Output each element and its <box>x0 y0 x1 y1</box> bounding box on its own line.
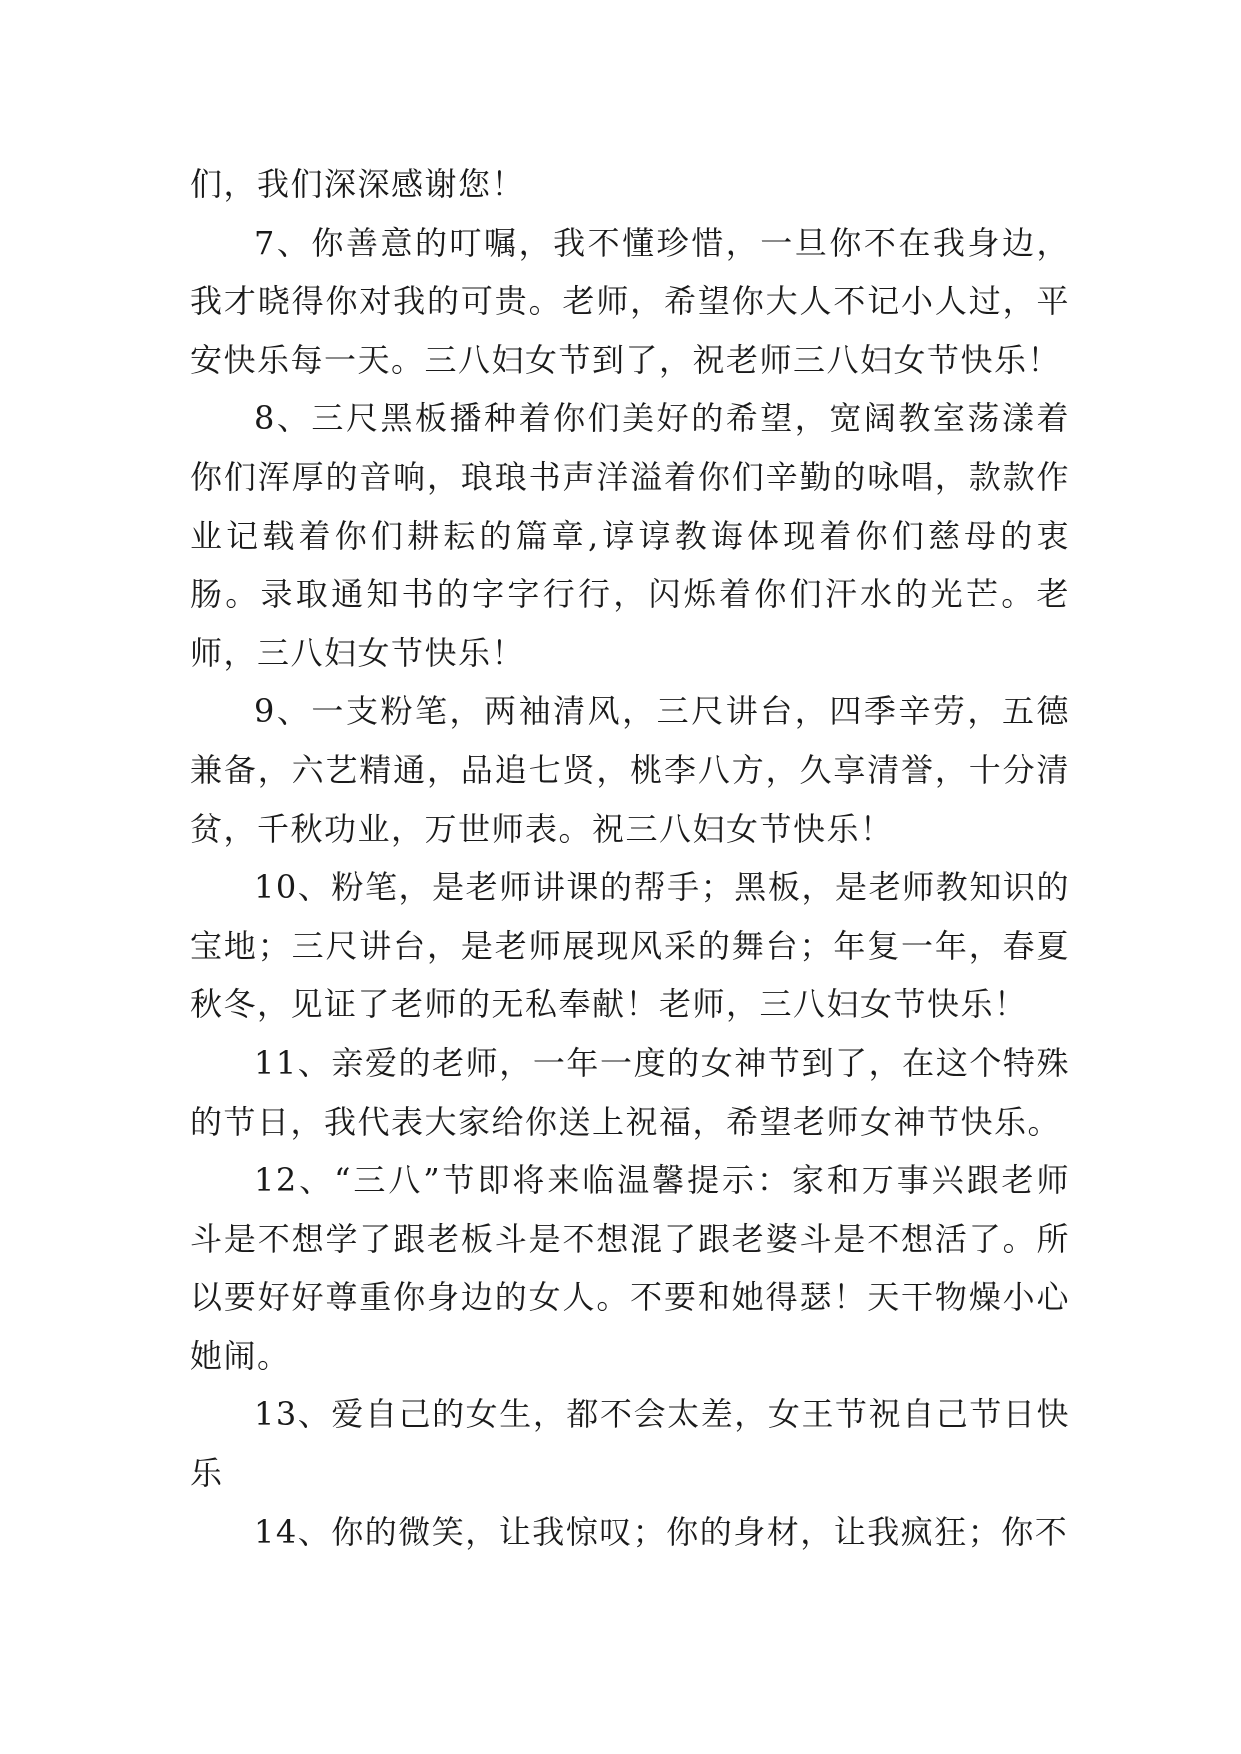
paragraph-item-11: 11、亲爱的老师，一年一度的女神节到了，在这个特殊的节日，我代表大家给你送上祝福，希望老师女神节快乐。 <box>190 1043 1070 1141</box>
paragraph-item-8: 8、三尺黑板播种着你们美好的希望，宽阔教室荡漾着你们浑厚的音响，琅琅书声洋溢着你们辛勤的咏唱，款款作业记载着你们耕耘的篇章,谆谆教诲体现着你们慈母的衷肠。录取通知书的字字行行，闪烁着你们汗水的光芒。老师，三八妇女节快乐！ <box>190 399 1070 672</box>
paragraph-item-10: 10、粉笔，是老师讲课的帮手；黑板，是老师教知识的宝地；三尺讲台，是老师展现风采的舞台；年复一年，春夏秋冬，见证了老师的无私奉献！老师，三八妇女节快乐！ <box>190 868 1070 1024</box>
paragraph-item-9: 9、一支粉笔，两袖清风，三尺讲台，四季辛劳，五德兼备，六艺精通，品追七贤，桃李八方，久享清誉，十分清贫，千秋功业，万世师表。祝三八妇女节快乐！ <box>190 692 1070 848</box>
paragraph-continuation: 们，我们深深感谢您！ <box>190 165 526 203</box>
paragraph-item-7: 7、你善意的叮嘱，我不懂珍惜，一旦你不在我身边，我才晓得你对我的可贵。老师，希望你大人不记小人过，平安快乐每一天。三八妇女节到了，祝老师三八妇女节快乐！ <box>190 223 1070 379</box>
paragraph-item-13: 13、爱自己的女生，都不会太差，女王节祝自己节日快乐 <box>190 1395 1070 1493</box>
paragraph-item-12: 12、“三八”节即将来临温馨提示：家和万事兴跟老师斗是不想学了跟老板斗是不想混了跟老婆斗是不想活了。所以要好好尊重你身边的女人。不要和她得瑟！天干物燥小心她闹。 <box>190 1161 1070 1375</box>
paragraph-item-14: 14、你的微笑，让我惊叹；你的身材，让我疯狂；你不 <box>254 1512 1069 1551</box>
document-body <box>190 155 1070 1561</box>
